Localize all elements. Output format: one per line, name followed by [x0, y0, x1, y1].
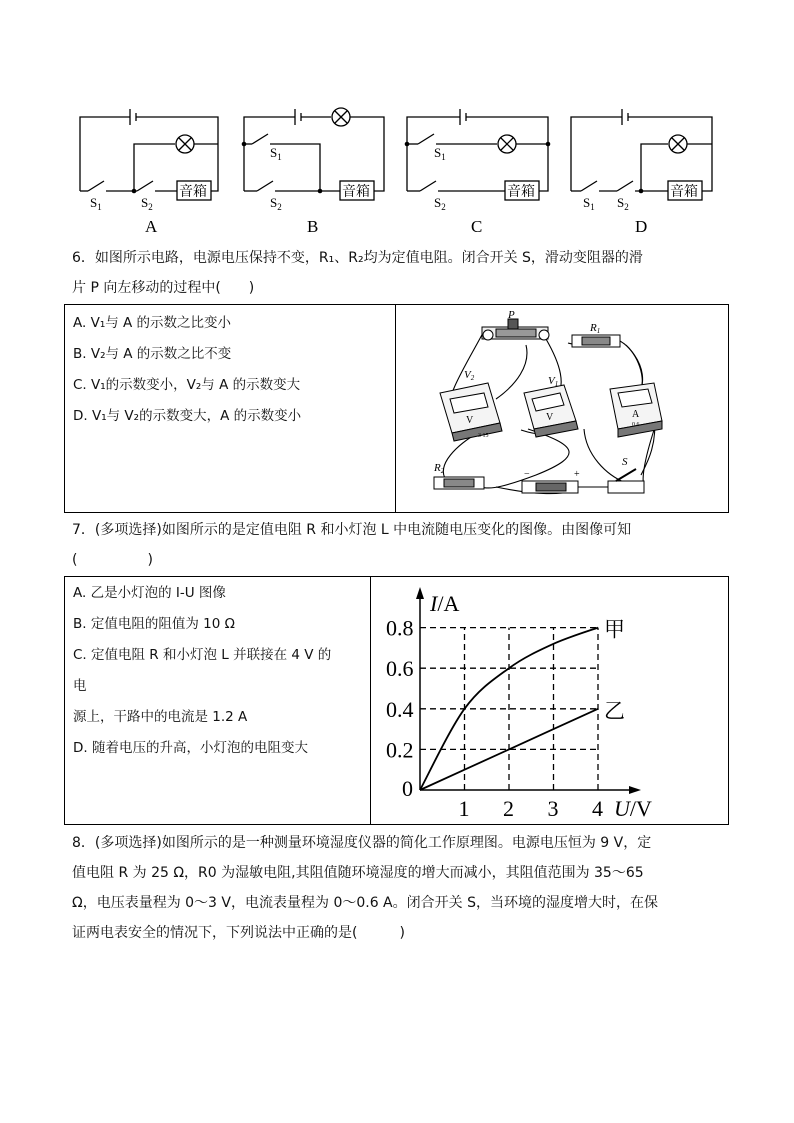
meter-a-scale: 0.6 — [632, 422, 640, 428]
switch-s2-a: $S_2$ — [141, 195, 153, 212]
q7-option-c[interactable]: C. 定值电阻 R 和小灯泡 L 并联接在 4 V 的 — [73, 647, 332, 663]
y-tick-label: 0.8 — [386, 615, 414, 641]
speaker-label-d: 音箱 — [670, 185, 698, 200]
q7-option-a[interactable]: A. 乙是小灯泡的 I-U 图像 — [73, 585, 226, 601]
switch-s1-c: $S_1$ — [434, 145, 446, 162]
switch-s — [608, 456, 644, 493]
x-tick-label: 0 — [402, 776, 413, 801]
q6-option-d[interactable]: D. V₁与 V₂的示数变大，A 的示数变小 — [73, 408, 302, 424]
voltmeter-v1 — [524, 375, 578, 437]
voltmeter-v2 — [440, 369, 502, 441]
label-v1: V1 — [548, 375, 559, 388]
label-a: A — [632, 409, 640, 420]
resistor-r1 — [572, 322, 620, 347]
ammeter — [610, 383, 662, 437]
question-8-line-2: 值电阻 R 为 25 Ω，R0 为湿敏电阻,其阻值随环境湿度的增大而减小，其阻值范围为 35～65 — [72, 865, 644, 881]
x-axis-arrow — [629, 786, 641, 794]
q6-option-c[interactable]: C. V₁的示数变小，V₂与 A 的示数变大 — [73, 377, 301, 393]
circuit-label-a: A — [145, 217, 158, 236]
question-6 — [72, 243, 724, 303]
iu-chart — [371, 577, 728, 824]
switch-s2-c: $S_2$ — [434, 195, 446, 212]
y-tick-label: 0.4 — [386, 696, 414, 722]
label-p: P — [508, 309, 515, 321]
x-tick-label: 4 — [592, 796, 603, 821]
x-tick-label: 3 — [547, 796, 559, 821]
question-6-line-1: 6．如图所示电路，电源电压保持不变，R₁、R₂均为定值电阻。闭合开关 S，滑动变阻器的滑 — [72, 250, 643, 266]
rheostat — [482, 309, 549, 340]
q6-option-a[interactable]: A. V₁与 A 的示数之比变小 — [73, 315, 232, 331]
label-minus: − — [524, 469, 530, 480]
resistor-r2 — [433, 462, 484, 489]
question-8-line-3: Ω，电压表量程为 0～3 V，电流表量程为 0～0.6 A。闭合开关 S，当环境的湿度增大时，在保 — [72, 895, 658, 911]
meter-v2-symbol: V — [466, 415, 474, 426]
question-8-line-4: 证两电表安全的情况下，下列说法中正确的是( ) — [72, 925, 405, 941]
y-axis-label: I/A — [430, 591, 460, 616]
question-8 — [72, 828, 724, 948]
switch-s1-a: $S_1$ — [90, 195, 102, 212]
meter-v1-symbol: V — [546, 412, 554, 423]
y-tick-label: 0.6 — [386, 656, 414, 682]
series-label-yi: 乙 — [604, 698, 625, 723]
circuit-label-c: C — [471, 217, 483, 236]
label-v2: V2 — [464, 369, 475, 382]
circuit-label-b: B — [307, 217, 319, 236]
q6-option-b[interactable]: B. V₂与 A 的示数之比不变 — [73, 346, 232, 362]
label-s: S — [622, 456, 628, 468]
question-7 — [72, 515, 724, 575]
switch-s1-d: $S_1$ — [583, 195, 595, 212]
q6-apparatus-figure — [396, 305, 728, 512]
y-tick-label: 0.2 — [386, 737, 414, 763]
x-tick-label: 2 — [503, 796, 514, 821]
label-r2: R2 — [434, 462, 445, 475]
circuit-diagrams — [0, 95, 794, 240]
series-label-jia: 甲 — [604, 617, 625, 642]
question-7-line-1: 7．(多项选择)如图所示的是定值电阻 R 和小灯泡 L 中电流随电压变化的图像。由图像可知 — [72, 522, 632, 538]
q7-option-c-cont2: 源上，干路中的电流是 1.2 A — [73, 709, 248, 725]
q7-option-b[interactable]: B. 定值电阻的阻值为 10 Ω — [73, 616, 235, 632]
question-7-line-2: ( ) — [72, 552, 153, 568]
circuit-label-d: D — [635, 217, 648, 236]
speaker-label-b: 音箱 — [342, 185, 370, 200]
label-plus: + — [574, 469, 580, 480]
label-r1: R1 — [590, 322, 601, 335]
y-axis-arrow — [416, 587, 424, 599]
switch-s2-b: $S_2$ — [270, 195, 282, 212]
q7-option-c-cont: 电 — [73, 678, 87, 694]
switch-s1-b: $S_1$ — [270, 145, 282, 162]
speaker-label-c: 音箱 — [507, 185, 535, 200]
question-6-line-2: 片 P 向左移动的过程中( ) — [72, 280, 255, 296]
speaker-label-a: 音箱 — [179, 185, 207, 200]
question-8-line-1: 8．(多项选择)如图所示的是一种测量环境湿度仪器的简化工作原理图。电源电压恒为 9 V，定 — [72, 835, 652, 851]
meter-v2-scale: 3 15 — [478, 433, 489, 439]
q7-option-d[interactable]: D. 随着电压的升高，小灯泡的电阻变大 — [73, 740, 308, 756]
x-axis-label: U/V — [614, 796, 652, 821]
x-tick-label: 1 — [458, 796, 470, 821]
switch-s2-d: $S_2$ — [617, 195, 629, 212]
battery — [522, 469, 580, 493]
